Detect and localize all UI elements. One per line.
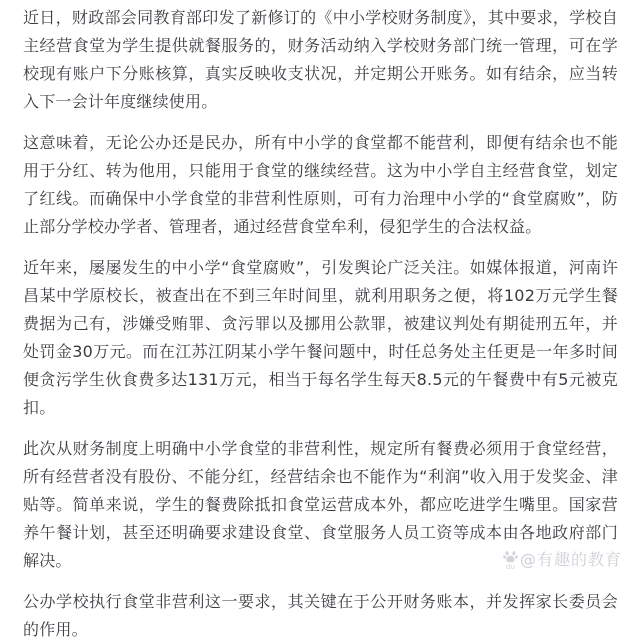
paragraph-3: 近年来，屡屡发生的中小学“食堂腐败”，引发舆论广泛关注。如媒体报道，河南许昌某中学原校长，被查出在不到三年时间里，就利用职务之便，将102万元学生餐费据为己有，涉嫌受贿罪、贪污罪以及挪用公款罪，被建议判处有期徒刑五年，并处罚金30万元。而在江苏江阴某小学午餐问题中，时任总务处主任更是一年多时间便贪污学生伙食费多达131万元，相当于每名学生每天8.5元的午餐费中有5元被克扣。	[23, 258, 618, 417]
watermark-text: @有趣的教育	[519, 550, 622, 569]
paragraph-1: 近日，财政部会同教育部印发了新修订的《中小学校财务制度》，其中要求，学校自主经营食堂为学生提供就餐服务的，财务活动纳入学校财务部门统一管理，可在学校现有账户下分账核算，真实反映收支状况，并定期公开账务。如有结余，应当转入下一会计年度继续使用。	[23, 8, 618, 111]
baidu-paw-icon	[503, 550, 518, 570]
paragraph-5: 公办学校执行食堂非营利这一要求，其关键在于公开财务账本，并发挥家长委员会的作用。	[23, 592, 618, 639]
paragraph-4: 此次从财务制度上明确中小学食堂的非营利性，规定所有餐费必须用于食堂经营，所有经营者没有股份、不能分红，经营结余也不能作为“利润”收入用于发奖金、津贴等。简单来说，学生的餐费除抵扣食堂运营成本外，都应吃进学生嘴里。国家营养午餐计划，甚至还明确要求建设食堂、食堂服务人员工资等成本由各地政府部门解决。	[23, 439, 618, 570]
baidu-paw-caption: du	[506, 563, 515, 571]
watermark	[503, 549, 622, 571]
paragraph-2: 这意味着，无论公办还是民办，所有中小学的食堂都不能营利，即便有结余也不能用于分红、转为他用，只能用于食堂的继续经营。这为中小学自主经营食堂，划定了红线。而确保中小学食堂的非营利性原则，可有力治理中小学的“食堂腐败”，防止部分学校办学者、管理者，通过经营食堂牟利，侵犯学生的合法权益。	[23, 133, 618, 236]
